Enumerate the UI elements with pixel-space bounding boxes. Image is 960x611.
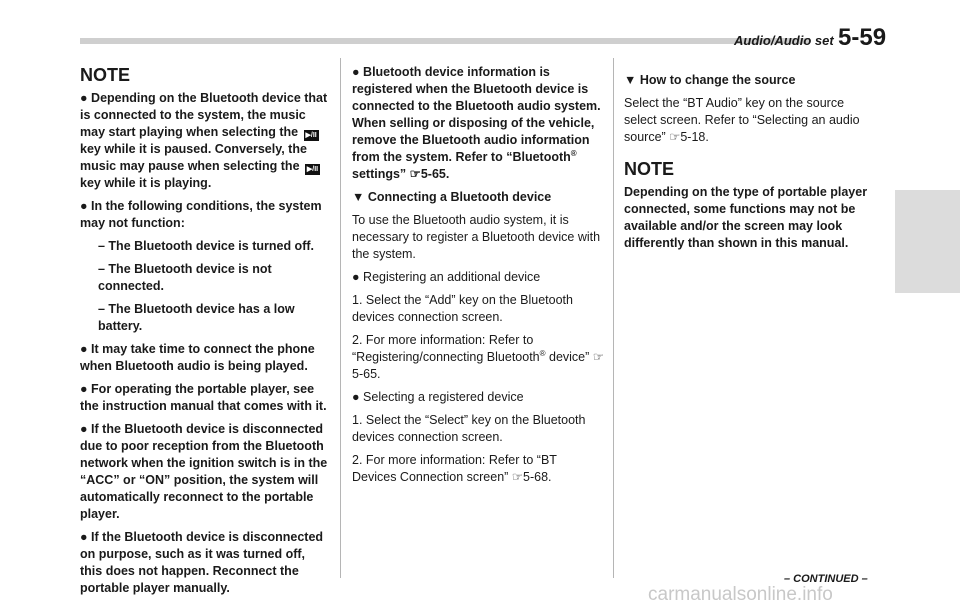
list-item: ● Selecting a registered device xyxy=(352,390,524,404)
list-item: ● Registering an additional device xyxy=(352,270,541,284)
note-title: NOTE xyxy=(624,159,675,179)
play-pause-key-icon: ▶/II xyxy=(306,166,319,173)
step: 1. Select the “Select” key on the Bluetooth devices connection screen. xyxy=(352,413,586,444)
dash-item: – The Bluetooth device has a low battery. xyxy=(98,302,295,333)
step: 2. For more information: Refer to “Registering/connecting Bluetooth® device” ☞5-65. xyxy=(352,333,604,381)
bullet-icon: ● xyxy=(352,390,360,404)
paragraph: Select the “BT Audio” key on the source select screen. Refer to “Selecting an audio source” ☞5-18. xyxy=(624,96,860,144)
bullet-icon: ● xyxy=(80,199,88,213)
note-bullet: ● In the following conditions, the system may not function: xyxy=(80,199,322,230)
dash-item: – The Bluetooth device is not connected. xyxy=(98,262,272,293)
note-bullet: ● It may take time to connect the phone when Bluetooth audio is being played. xyxy=(80,342,315,373)
bullet-icon: ● xyxy=(352,65,360,79)
continued-label: – CONTINUED – xyxy=(784,573,868,585)
bullet-icon: ● xyxy=(352,270,360,284)
subsection-heading: ▼ How to change the source xyxy=(624,73,796,87)
column-2 xyxy=(352,64,604,492)
column-1 xyxy=(80,64,330,603)
note-bullet: ● Bluetooth device information is registered when the Bluetooth device is connected to the Bluetooth audio system. When selling or disposing of the vehicle, remove the Bluetooth audio information from the system. Refer to “Bluetooth® settings” ☞5-65. xyxy=(352,65,601,181)
step: 2. For more information: Refer to “BT Devices Connection screen” ☞5-68. xyxy=(352,453,557,484)
column-separator xyxy=(613,58,614,578)
bullet-icon: ● xyxy=(80,91,88,105)
subsection-heading: ▼ Connecting a Bluetooth device xyxy=(352,190,552,204)
note-bullet: ● For operating the portable player, see the instruction manual that comes with it. xyxy=(80,382,327,413)
column-3 xyxy=(624,64,878,258)
note-bullet: ● If the Bluetooth device is disconnected on purpose, such as it was turned off, this does not happen. Reconnect the portable player manually. xyxy=(80,530,324,595)
side-tab xyxy=(895,190,960,293)
note-title: NOTE xyxy=(80,65,131,85)
note-bullet: ● Depending on the Bluetooth device that is connected to the system, the music may start playing when selecting the ▶/II key while it is paused. Conversely, the music may pause when selecting the ▶/II key while it is playing. xyxy=(80,91,328,190)
note-bullet: ● If the Bluetooth device is disconnected due to poor reception from the Bluetooth network when the ignition switch is in the “ACC” or “ON” position, the system will automatically reconnect to the portable player. xyxy=(80,422,328,521)
header-rule xyxy=(80,38,810,44)
bullet-icon: ● xyxy=(80,382,88,396)
paragraph: To use the Bluetooth audio system, it is necessary to register a Bluetooth device with the system. xyxy=(352,213,601,261)
section-title: Audio/Audio set xyxy=(734,33,834,48)
watermark: carmanualsonline.info xyxy=(648,584,833,605)
dash-item: – The Bluetooth device is turned off. xyxy=(98,239,314,253)
column-separator xyxy=(340,58,341,578)
note-text: Depending on the type of portable player connected, some functions may not be available and/or the screen may look differently than shown in this manual. xyxy=(624,185,868,250)
bullet-icon: ● xyxy=(80,422,88,436)
step: 1. Select the “Add” key on the Bluetooth devices connection screen. xyxy=(352,293,573,324)
bullet-icon: ● xyxy=(80,530,88,544)
page-number: 5-59 xyxy=(838,24,887,51)
bullet-icon: ● xyxy=(80,342,88,356)
play-pause-key-icon: ▶/II xyxy=(305,132,317,139)
